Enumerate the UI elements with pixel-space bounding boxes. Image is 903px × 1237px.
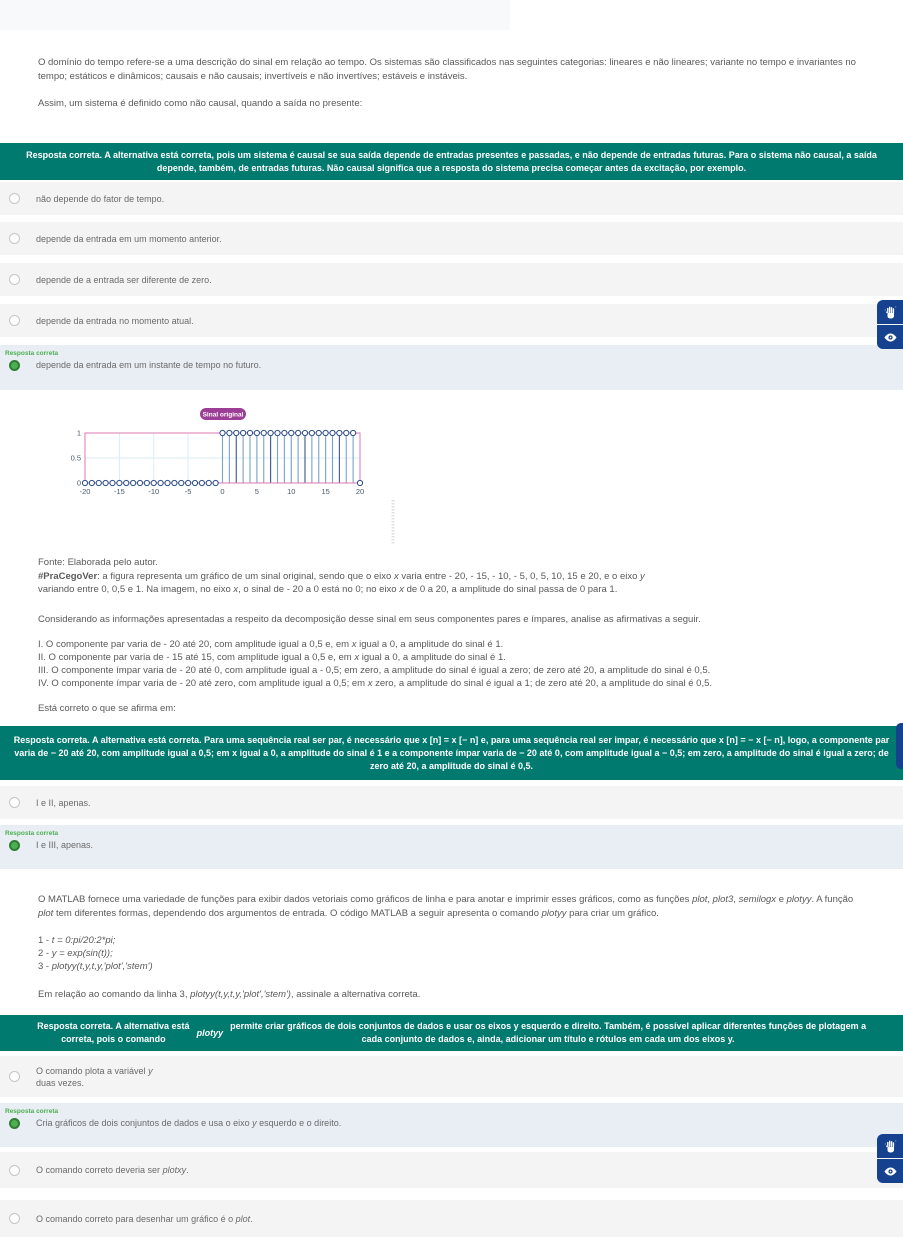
radio-selected-icon[interactable] <box>9 360 20 371</box>
svg-text:-10: -10 <box>148 487 160 496</box>
svg-text:20: 20 <box>355 487 365 496</box>
hand-talk-icon <box>883 305 898 320</box>
radio-selected-icon[interactable] <box>9 1118 20 1129</box>
pracegover-line1: #PraCegoVer: a figura representa um gráfico de um sinal original, sendo que o eixo x varia entre - 20, - 15, - 10, - 5, 0, 5, 10, 15 e 20, e o eixo y <box>38 571 645 582</box>
accessibility-widget-bottom <box>877 1134 903 1183</box>
q3-option-4[interactable] <box>0 1200 903 1237</box>
svg-text:0: 0 <box>76 478 81 488</box>
matlab-code-line-3: 3 - plotyy(t,y,t,y,'plot','stem') <box>38 961 153 972</box>
signal-stem-chart <box>36 405 406 555</box>
radio-unselected-icon[interactable] <box>9 315 20 326</box>
pracegover-line2: variando entre 0, 0,5 e 1. Na imagem, no eixo x, o sinal de - 20 a 0 está no 0; no eixo x de 0 a 20, a amplitude do sinal passa de 0 para 1. <box>38 584 618 595</box>
visibility-button[interactable] <box>877 325 903 349</box>
q2-prompt: Está correto o que se afirma em: <box>38 703 176 714</box>
q1-option-2[interactable] <box>0 222 903 255</box>
svg-text:-15: -15 <box>113 487 125 496</box>
q2-option-1[interactable] <box>0 786 903 819</box>
svg-text:1: 1 <box>76 428 81 438</box>
radio-selected-icon[interactable] <box>9 840 20 851</box>
q2-item-I: I. O componente par varia de - 20 até 20, com amplitude igual a 0,5 e, em x igual a 0, a amplitude do sinal é 1. <box>38 639 504 650</box>
q1-option-5-correct[interactable] <box>0 345 903 390</box>
svg-text:0.5: 0.5 <box>70 453 81 463</box>
option-label: depende da entrada em um momento anterior. <box>36 233 222 244</box>
q1-option-3[interactable] <box>0 263 903 296</box>
hand-talk-button[interactable] <box>877 1134 903 1158</box>
svg-text:-5: -5 <box>184 487 192 496</box>
radio-unselected-icon[interactable] <box>9 233 20 244</box>
option-label: O comando plota a variável y duas vezes. <box>36 1065 153 1088</box>
visibility-button[interactable] <box>877 1159 903 1183</box>
matlab-code-line-1: 1 - t = 0:pi/20:2*pi; <box>38 935 116 946</box>
header-remnant <box>0 0 510 30</box>
option-label: O comando correto deveria ser plotxy. <box>36 1165 189 1175</box>
radio-unselected-icon[interactable] <box>9 797 20 808</box>
q1-intro-paragraph: O domínio do tempo refere-se a uma descrição do sinal em relação ao tempo. Os sistemas são classificados nas seguintes categorias: lineares e não lineares; variante no tempo e invariantes no tempo; estáticos e dinâmicos; causais e não causais; invertíveis e não invertíves; estáveis e instáveis. <box>38 57 856 82</box>
correct-answer-badge: Resposta correta <box>5 1108 59 1115</box>
option-label: depende da entrada no momento atual. <box>36 315 194 326</box>
svg-text:10: 10 <box>287 487 296 496</box>
q3-prompt: Em relação ao comando da linha 3, plotyy(t,y,t,y,'plot','stem'), assinale a alternativa correta. <box>38 989 421 1000</box>
hand-talk-button[interactable] <box>877 300 903 324</box>
q1-option-4[interactable] <box>0 304 903 337</box>
accessibility-widget-top <box>877 300 903 349</box>
q2-feedback-banner: Resposta correta. A alternativa está correta. Para uma sequência real ser par, é necessário que x [n] = x [− n] e, para uma sequência real ser impar, é necessário que x [n] = − x [− n], logo, a componente par varia de − 20 até 20, com amplitude igual a 0,5; em x igual a 0, a amplitude do sinal é 1 e a componente ímpar varia de − 20 até 0, com amplitude igual a − 0,5; em zero, a amplitude do sinal é igual a zero; de zero até 20, a amplitude do sinal é 0,5. <box>0 726 903 780</box>
svg-text:-20: -20 <box>79 487 91 496</box>
accessibility-widget-partial[interactable] <box>896 723 903 769</box>
q3-option-2-correct[interactable] <box>0 1103 903 1147</box>
matlab-code-line-2: 2 - y = exp(sin(t)); <box>38 948 113 959</box>
correct-answer-badge: Resposta correta <box>5 830 59 837</box>
q3-option-1[interactable] <box>0 1056 903 1097</box>
radio-unselected-icon[interactable] <box>9 1213 20 1224</box>
q2-item-III: III. O componente ímpar varia de - 20 até 0, com amplitude igual a - 0,5; em zero, a amplitude do sinal é igual a zero; de zero até 20, a amplitude do sinal é 0,5. <box>38 665 711 676</box>
q1-feedback-banner: Resposta correta. A alternativa está correta, pois um sistema é causal se sua saída depende de entradas presentes e passadas, e não depende de entradas futuras. Para o sistema não causal, a saída depende, também, de entradas futuras. Não causal significa que a resposta do sistema precisa começar antes da excitação, por exemplo. <box>0 143 903 180</box>
radio-unselected-icon[interactable] <box>9 1165 20 1176</box>
correct-answer-badge: Resposta correta <box>5 350 59 357</box>
svg-text:15: 15 <box>321 487 330 496</box>
option-label: depende de a entrada ser diferente de zero. <box>36 274 212 285</box>
radio-unselected-icon[interactable] <box>9 193 20 204</box>
q2-option-2-correct[interactable] <box>0 825 903 869</box>
option-label: I e III, apenas. <box>36 840 94 850</box>
q3-option-3[interactable] <box>0 1152 903 1188</box>
option-label: não depende do fator de tempo. <box>36 193 165 204</box>
eye-icon <box>883 1164 898 1179</box>
eye-icon <box>883 330 898 345</box>
q1-question-text: Assim, um sistema é definido como não causal, quando a saída no presente: <box>38 98 363 109</box>
svg-text:5: 5 <box>254 487 259 496</box>
q2-item-IV: IV. O componente ímpar varia de - 20 até zero, com amplitude igual a 0,5; em x zero, a amplitude do sinal é igual a 1; de zero até 20, a amplitude do sinal é 0,5. <box>38 678 713 689</box>
option-label: I e II, apenas. <box>36 797 91 808</box>
radio-unselected-icon[interactable] <box>9 274 20 285</box>
option-label: Cria gráficos de dois conjuntos de dados e usa o eixo y esquerdo e o direito. <box>36 1118 342 1128</box>
option-label: depende da entrada em um instante de tempo no futuro. <box>36 360 262 370</box>
radio-unselected-icon[interactable] <box>9 1071 20 1082</box>
option-label: O comando correto para desenhar um gráfico é o plot. <box>36 1213 253 1224</box>
q2-considerando: Considerando as informações apresentadas a respeito da decomposição desse sinal em seus componentes pares e ímpares, analise as afirmativas a seguir. <box>38 614 701 625</box>
q3-intro-paragraph: O MATLAB fornece uma variedade de funções para exibir dados vetoriais como gráficos de linha e para anotar e imprimir esses gráficos, como as funções plot, plot3, semilogx e plotyy. A função plot tem diferentes formas, dependendo dos argumentos de entrada. O código MATLAB a seguir apresenta o comando plotyy para criar um gráfico. <box>38 894 854 919</box>
q3-feedback-banner: Resposta correta. A alternativa está correta, pois o comando plotyy permite criar gráficos de dois conjuntos de dados e usar os eixos y esquerdo e direito. Também, é possível aplicar diferentes funções de plotagem a cada conjunto de dados e, ainda, adicionar um título e rótulos em cada um dos eixos y. <box>0 1015 903 1051</box>
svg-text:Sinal original: Sinal original <box>202 411 244 419</box>
hand-talk-icon <box>883 1139 898 1154</box>
q1-option-1[interactable] <box>0 182 903 215</box>
figure-source: Fonte: Elaborada pelo autor. <box>38 557 158 568</box>
svg-text:0: 0 <box>220 487 225 496</box>
q2-item-II: II. O componente par varia de - 15 até 15, com amplitude igual a 0,5 e, em x igual a 0, a amplitude do sinal é 1. <box>38 652 506 663</box>
